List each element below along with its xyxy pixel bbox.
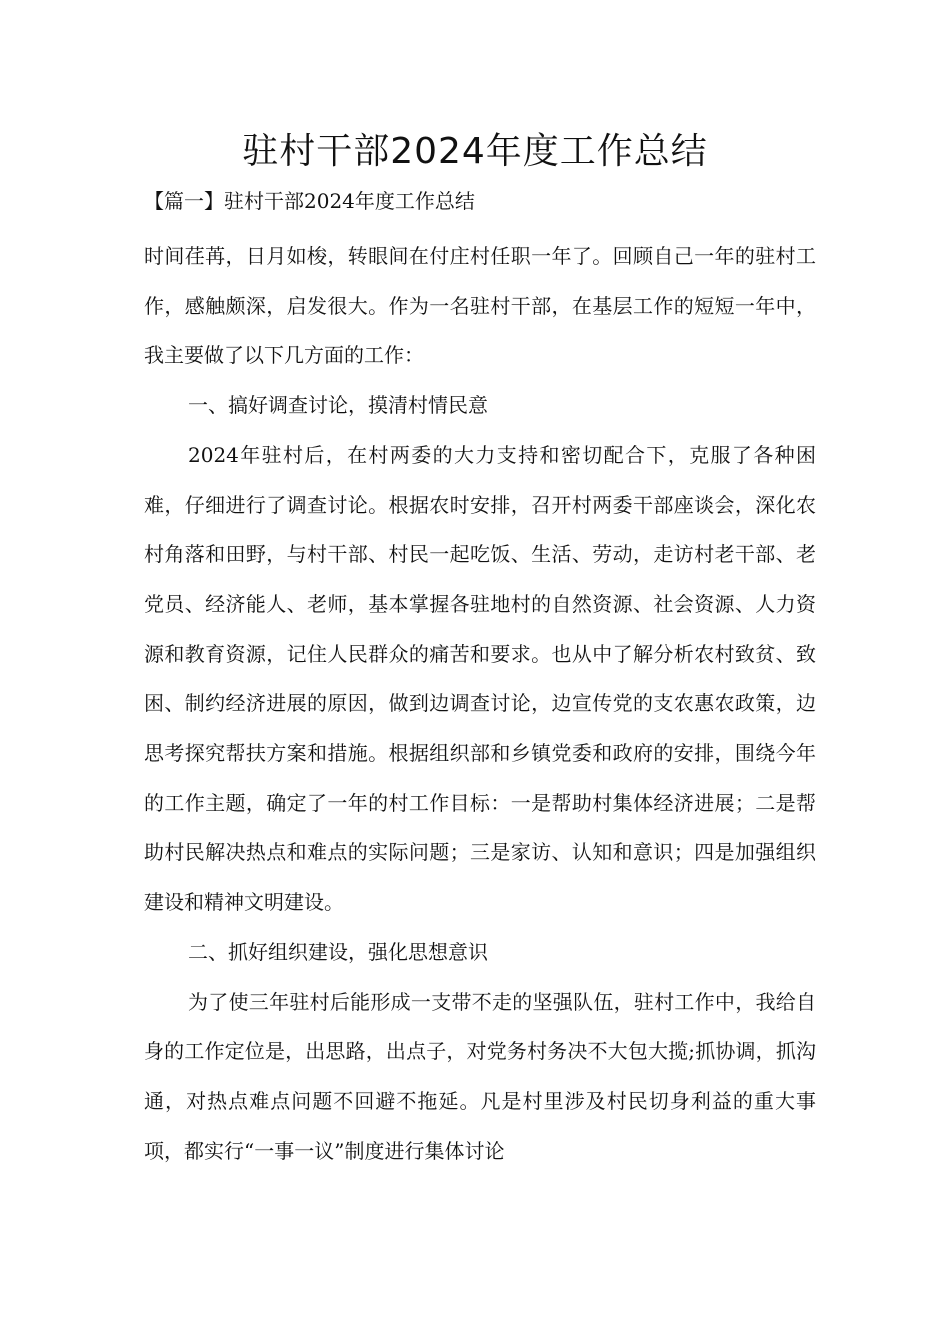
- paragraph-section-2: 为了使三年驻村后能形成一支带不走的坚强队伍，驻村工作中，我给自身的工作定位是，出思路，出点子，对党务村务决不大包大揽;抓协调，抓沟通，对热点难点问题不回避不拖延。凡是村里涉及村民切身利益的重大事项，都实行“一事一议”制度进行集体讨论: [144, 989, 816, 1163]
- document-title: 驻村干部2024年度工作总结: [242, 131, 708, 172]
- paragraph-intro: 时间荏苒，日月如梭，转眼间在付庄村任职一年了。回顾自己一年的驻村工作，感触颇深，启发很大。作为一名驻村干部，在基层工作的短短一年中，我主要做了以下几方面的工作：: [144, 244, 816, 368]
- document-body: [144, 232, 816, 1176]
- section-heading-2: 二、抓好组织建设，强化思想意识: [188, 939, 488, 964]
- section-heading-1: 一、搞好调查讨论，摸清村情民意: [188, 393, 488, 418]
- paragraph-section-1: 2024年驻村后，在村两委的大力支持和密切配合下，克服了各种困难，仔细进行了调查讨论。根据农时安排，召开村两委干部座谈会，深化农村角落和田野，与村干部、村民一起吃饭、生活、劳动，走访村老干部、老党员、经济能人、老师，基本掌握各驻地村的自然资源、社会资源、人力资源和教育资源，记住人民群众的痛苦和要求。也从中了解分析农村致贫、致困、制约经济进展的原因，做到边调查讨论，边宣传党的支农惠农政策，边思考探究帮扶方案和措施。根据组织部和乡镇党委和政府的安排，围绕今年的工作主题，确定了一年的村工作目标：一是帮助村集体经济进展；二是帮助村民解决热点和难点的实际问题；三是家访、认知和意识；四是加强组织建设和精神文明建设。: [144, 442, 816, 915]
- document-subtitle: 【篇一】驻村干部2024年度工作总结: [144, 189, 475, 213]
